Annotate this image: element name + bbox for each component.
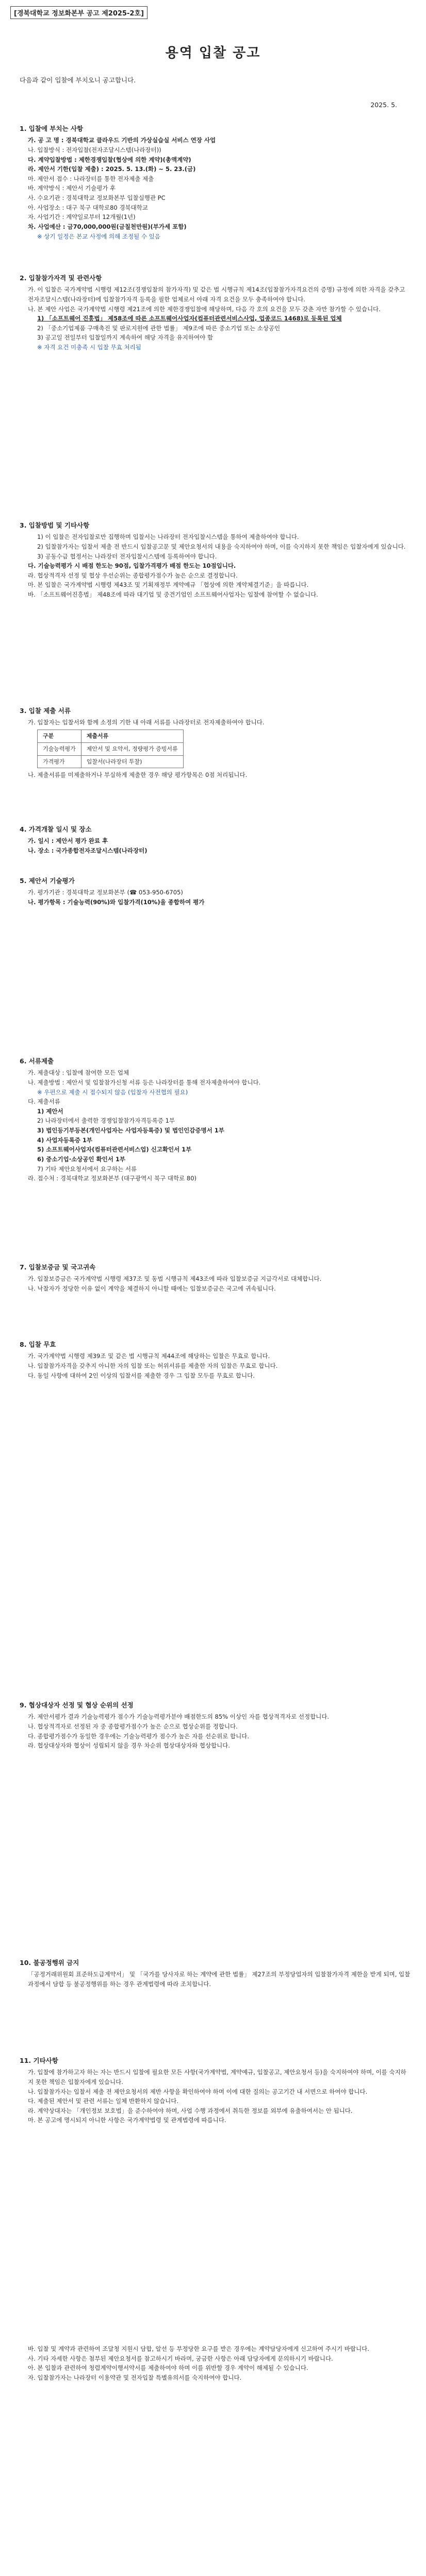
list-item: 나. 입찰참가자는 입찰서 제출 전 제안요청서의 제반 사항을 확인하여야 하며 이에 대한 질의는 공고기간 내 서면으로 하여야 합니다. bbox=[28, 2088, 368, 2095]
paragraph: 나. 입찰참가자격을 갖추지 아니한 자의 입찰 또는 허위서류를 제출한 자의 입찰은 무효로 합니다. bbox=[28, 1362, 278, 1369]
list-item: 6) 중소기업·소상공인 확인서 1부 bbox=[37, 1155, 125, 1163]
notice-date: 2025. 5. bbox=[370, 101, 397, 109]
list-item: 마. 본 공고에 명시되지 아니한 사항은 국가계약법령 및 관계법령에 따릅니다. bbox=[28, 2116, 226, 2124]
section-other-continued bbox=[20, 2344, 411, 2383]
list-item: 라. 협상대상자와 협상이 성립되지 않을 경우 차순위 협상대상자와 협상합니다. bbox=[28, 1742, 231, 1750]
section-bid-method bbox=[20, 520, 411, 600]
section-bid-items bbox=[20, 124, 411, 241]
list-item: 가. 입찰에 참가하고자 하는 자는 반드시 입찰에 필요한 모든 사항(국가계약법, 계약예규, 입찰공고, 제안요청서 등)을 숙지하여야 하며, 이를 숙지하지 못한 책임은 입찰자에게 있습니다. bbox=[28, 2069, 406, 2086]
table-cell: 가격평가 bbox=[38, 755, 81, 768]
list-item: 5) 소프트웨어사업자(컴퓨터관련서비스업) 신고확인서 1부 bbox=[37, 1146, 192, 1154]
paragraph: 가. 국가계약법 시행령 제39조 및 같은 법 시행규칙 제44조에 해당하는 입찰은 무효로 합니다. bbox=[28, 1352, 270, 1360]
table-cell: 기술능력평가 bbox=[38, 742, 81, 755]
section-unfair-practice bbox=[20, 1958, 411, 1989]
list-item: 아. 사업장소 : 대구 북구 대학로80 경북대학교 bbox=[28, 204, 148, 211]
section-heading: 2. 입찰참가자격 및 관련사항 bbox=[20, 274, 102, 282]
section-deposit bbox=[20, 1262, 411, 1294]
section-opening bbox=[20, 824, 411, 856]
table-cell: 제출서류 bbox=[81, 730, 183, 742]
list-item: 나. 평가항목 : 기술능력(90%)와 입찰가격(10%)을 종합하여 평가 bbox=[28, 898, 205, 906]
section-eligibility bbox=[20, 273, 411, 352]
paragraph: 나. 본 제안 사업은 국가계약법 시행령 제21조에 의한 제한경쟁입찰에 해당하며, 다음 각 호의 요건을 모두 갖춘 자만 참가할 수 있습니다. bbox=[28, 305, 381, 313]
list-item: 7) 기타 제안요청서에서 요구하는 서류 bbox=[37, 1165, 137, 1173]
list-item: 2) 입찰참가자는 입찰서 제출 전 반드시 입찰공고문 및 제안요청서의 내용을 숙지하여야 하며, 이를 숙지하지 못한 책임은 입찰자에게 있습니다. bbox=[37, 543, 406, 550]
section-heading: 10. 불공정행위 금지 bbox=[20, 1959, 79, 1967]
paragraph: 바. 입찰 및 계약과 관련하여 조달청 지원시 담합, 알선 등 부정당한 요구를 받은 경우에는 계약담당자에게 신고하여 주시기 바랍니다. bbox=[28, 2345, 369, 2352]
list-item: 2) 「중소기업제품 구매촉진 및 판로지원에 관한 법률」 제9조에 따른 중소기업 또는 소상공인 bbox=[37, 324, 281, 332]
list-item: 차. 사업예산 : 금70,000,000원(금칠천만원)(부가세 포함) bbox=[28, 223, 187, 230]
intro-text: 다음과 같이 입찰에 부치오니 공고합니다. bbox=[20, 76, 136, 84]
list-note: ※ 자격 요건 미충족 시 입찰 무효 처리됨 bbox=[37, 344, 141, 351]
list-item: 4) 사업자등록증 1부 bbox=[37, 1136, 93, 1144]
paragraph: 가. 입찰보증금은 국가계약법 시행령 제37조 및 동법 시행규칙 제43조에 따라 입찰보증금 지급각서로 대체합니다. bbox=[28, 1275, 322, 1283]
section-heading: 9. 협상대상자 선정 및 협상 순위의 선정 bbox=[20, 1701, 134, 1709]
paragraph: 나. 낙찰자가 정당한 이유 없이 계약을 체결하지 아니할 때에는 입찰보증금은 국고에 귀속됩니다. bbox=[28, 1284, 276, 1292]
list-item: 2) 나라장터에서 출력한 경쟁입찰참가자격등록증 1부 bbox=[37, 1117, 175, 1125]
list-item: 자. 사업기간 : 계약일로부터 12개월(1년) bbox=[28, 213, 136, 221]
list-item: 다. 계약입찰방법 : 제한경쟁입찰(협상에 의한 계약)(총액계약) bbox=[28, 156, 191, 163]
section-documents bbox=[20, 1056, 411, 1183]
list-item: 나. 입찰방식 : 전자입찰(전자조달시스템(나라장터)) bbox=[28, 146, 161, 154]
list-item: 라. 계약상대자는 「개인정보 보호법」을 준수하여야 하며, 사업 수행 과정에서 취득한 정보를 외부에 유출하여서는 안 됩니다. bbox=[28, 2107, 353, 2114]
submission-table bbox=[37, 730, 184, 768]
list-item: 가. 평가기관 : 경북대학교 정보화본부 (☎ 053-950-6705) bbox=[28, 889, 183, 896]
list-item: 1) 제안서 bbox=[37, 1107, 63, 1115]
list-item: 다. 제출된 제안서 및 관련 서류는 일체 반환하지 않습니다. bbox=[28, 2097, 179, 2105]
list-item: 가. 제안서평가 결과 기술능력평가 점수가 기술능력평가분야 배점한도의 85% 이상인 자를 협상적격자로 선정합니다. bbox=[28, 1713, 330, 1721]
list-item: 3) 공동수급 협정서는 나라장터 전자입찰시스템에 등록하여야 합니다. bbox=[37, 552, 217, 560]
table-row bbox=[38, 730, 184, 742]
list-item: 가. 공 고 명 : 경북대학교 클라우드 기반의 가상실습실 서비스 연장 사업 bbox=[28, 137, 216, 144]
paragraph: 라. 접수처 : 경북대학교 정보화본부 (대구광역시 북구 대학로 80) bbox=[28, 1175, 196, 1182]
list-item: 마. 제안서 접수 : 나라장터를 통한 전자제출 제출 bbox=[28, 175, 154, 182]
section-negotiation bbox=[20, 1700, 411, 1751]
document-title: 용역 입찰 공고 bbox=[165, 45, 261, 61]
list-item: 3) 공고일 전일부터 입찰일까지 계속하여 해당 자격을 유지하여야 함 bbox=[37, 334, 213, 342]
list-item: 가. 제출대상 : 입찰에 참여한 모든 업체 bbox=[28, 1069, 129, 1077]
list-note: ※ 우편으로 제출 시 접수되지 않음 (입찰자 사전협의 필요) bbox=[37, 1088, 188, 1096]
section-invalid-bids bbox=[20, 1340, 411, 1380]
list-item: 사. 수요기관 : 경북대학교 정보화본부 입찰실행관 PC bbox=[28, 194, 166, 201]
paragraph: 「공정거래위원회 표준하도급계약서」 및 「국가를 당사자로 하는 계약에 관한 법률」 제27조의 부정당업자의 입찰참가자격 제한을 받게 되며, 입찰과정에서 담합 등 불공정행위를 하는 경우 관계법령에 따라 조치합니다. bbox=[28, 1971, 411, 1988]
paragraph: 바. 「소프트웨어진흥법」 제48조에 따라 대기업 및 중견기업인 소프트웨어사업자는 입찰에 참여할 수 없습니다. bbox=[28, 591, 318, 598]
paragraph: 가. 이 입찰은 국가계약법 시행령 제12조(경쟁입찰의 참가자격) 및 같은 법 시행규칙 제14조(입찰참가자격요건의 증명) 규정에 의한 자격을 갖추고 전자조달시스템(나라장터)에 입찰참가자격 등록을 필한 업체로서 아래 자격 요건을 모두 충족하여야 합니다. bbox=[28, 286, 405, 303]
section-heading: 7. 입찰보증금 및 국고귀속 bbox=[20, 1263, 96, 1271]
list-item: 라. 제안서 기한(입찰 제출) : 2025. 5. 13.(화) ~ 5. 23.(금) bbox=[28, 165, 196, 173]
list-note: ※ 상기 일정은 본교 사정에 의해 조정될 수 있음 bbox=[37, 232, 160, 240]
list-item: 나. 장소 : 국가종합전자조달시스템(나라장터) bbox=[28, 846, 148, 854]
section-heading: 1. 입찰에 부치는 사항 bbox=[20, 125, 84, 132]
section-evaluation bbox=[20, 876, 411, 907]
section-heading: 3. 입찰방법 및 기타사항 bbox=[20, 521, 90, 529]
paragraph: 아. 본 입찰과 관련하여 청렴계약이행서약서를 제출하여야 하며 이를 위반할 경우 계약이 해제될 수 있습니다. bbox=[28, 2364, 308, 2372]
section-heading: 6. 서류제출 bbox=[20, 1057, 54, 1065]
section-heading: 11. 기타사항 bbox=[20, 2057, 58, 2064]
paragraph: 가. 입찰자는 입찰서와 함께 소정의 기한 내 아래 서류를 나라장터로 전자제출하여야 합니다. bbox=[28, 719, 265, 726]
paragraph: 사. 기타 자세한 사항은 첨부된 제안요청서를 참고하시기 바라며, 궁금한 사항은 아래 담당자에게 문의하시기 바랍니다. bbox=[28, 2354, 333, 2362]
table-row bbox=[38, 755, 184, 768]
list-item: 1) 「소프트웨어 진흥법」 제58조에 따른 소프트웨어사업자(컴퓨터관련서비스사업, 업종코드 1468)로 등록된 업체 bbox=[37, 315, 342, 323]
paragraph: 다. 동일 사항에 대하여 2인 이상의 입찰서를 제출한 경우 그 입찰 모두를 무효로 합니다. bbox=[28, 1371, 255, 1379]
paragraph: 마. 본 입찰은 국가계약법 시행령 제43조 및 기획재정부 계약예규 「협상에 의한 계약체결기준」을 따릅니다. bbox=[28, 581, 309, 589]
list-item: 나. 제출방법 : 제안서 및 입찰참가신청 서류 등은 나라장터를 통해 전자제출하여야 합니다. bbox=[28, 1078, 261, 1086]
notice-number: [경북대학교 정보화본부 공고 제2025-2호] bbox=[10, 6, 148, 19]
paragraph: 라. 협상적격자 선정 및 협상 우선순위는 종합평가점수가 높은 순으로 결정합니다. bbox=[28, 571, 238, 579]
paragraph: 나. 제출서류를 미제출하거나 부실하게 제출한 경우 해당 평가항목은 0점 처리됩니다. bbox=[28, 771, 248, 779]
list-item: 다. 종합평가점수가 동일한 경우에는 기술능력평가 점수가 높은 자를 선순위로 합니다. bbox=[28, 1732, 250, 1740]
list-item: 가. 일시 : 제안서 평가 완료 후 bbox=[28, 837, 108, 845]
section-heading: 3. 입찰 제출 서류 bbox=[20, 707, 71, 715]
list-item: 1) 이 입찰은 전자입찰로만 집행하며 입찰서는 나라장터 전자입찰시스템을 통하여 제출하여야 합니다. bbox=[37, 533, 299, 541]
paragraph: 자. 입찰참가자는 나라장터 이용약관 및 전자입찰 특별유의서를 숙지하여야 합니다. bbox=[28, 2374, 242, 2381]
list-item: 3) 법인등기부등본(개인사업자는 사업자등록증) 및 법인인감증명서 1부 bbox=[37, 1127, 224, 1134]
table-row bbox=[38, 742, 184, 755]
table-cell: 입찰서(나라장터 투찰) bbox=[81, 755, 183, 768]
section-heading: 4. 가격개찰 일시 및 장소 bbox=[20, 825, 92, 833]
list-item: 나. 협상적격자로 선정된 자 중 종합평가점수가 높은 순으로 협상순위를 정합니다. bbox=[28, 1722, 238, 1730]
table-cell: 제안서 및 요약서, 정량평가 증빙서류 bbox=[81, 742, 183, 755]
list-heading: 다. 제출서류 bbox=[28, 1098, 60, 1106]
table-cell: 구분 bbox=[38, 730, 81, 742]
list-item: 바. 계약방식 : 제안서 기술평가 후 bbox=[28, 184, 116, 192]
paragraph: 다. 기술능력평가 시 배점 한도는 90점, 입찰가격평가 배점 한도는 10점입니다. bbox=[28, 562, 236, 570]
section-heading: 5. 제안서 기술평가 bbox=[20, 877, 75, 885]
section-submission bbox=[20, 706, 411, 780]
section-heading: 8. 입찰 무효 bbox=[20, 1341, 56, 1348]
section-other bbox=[20, 2056, 411, 2125]
